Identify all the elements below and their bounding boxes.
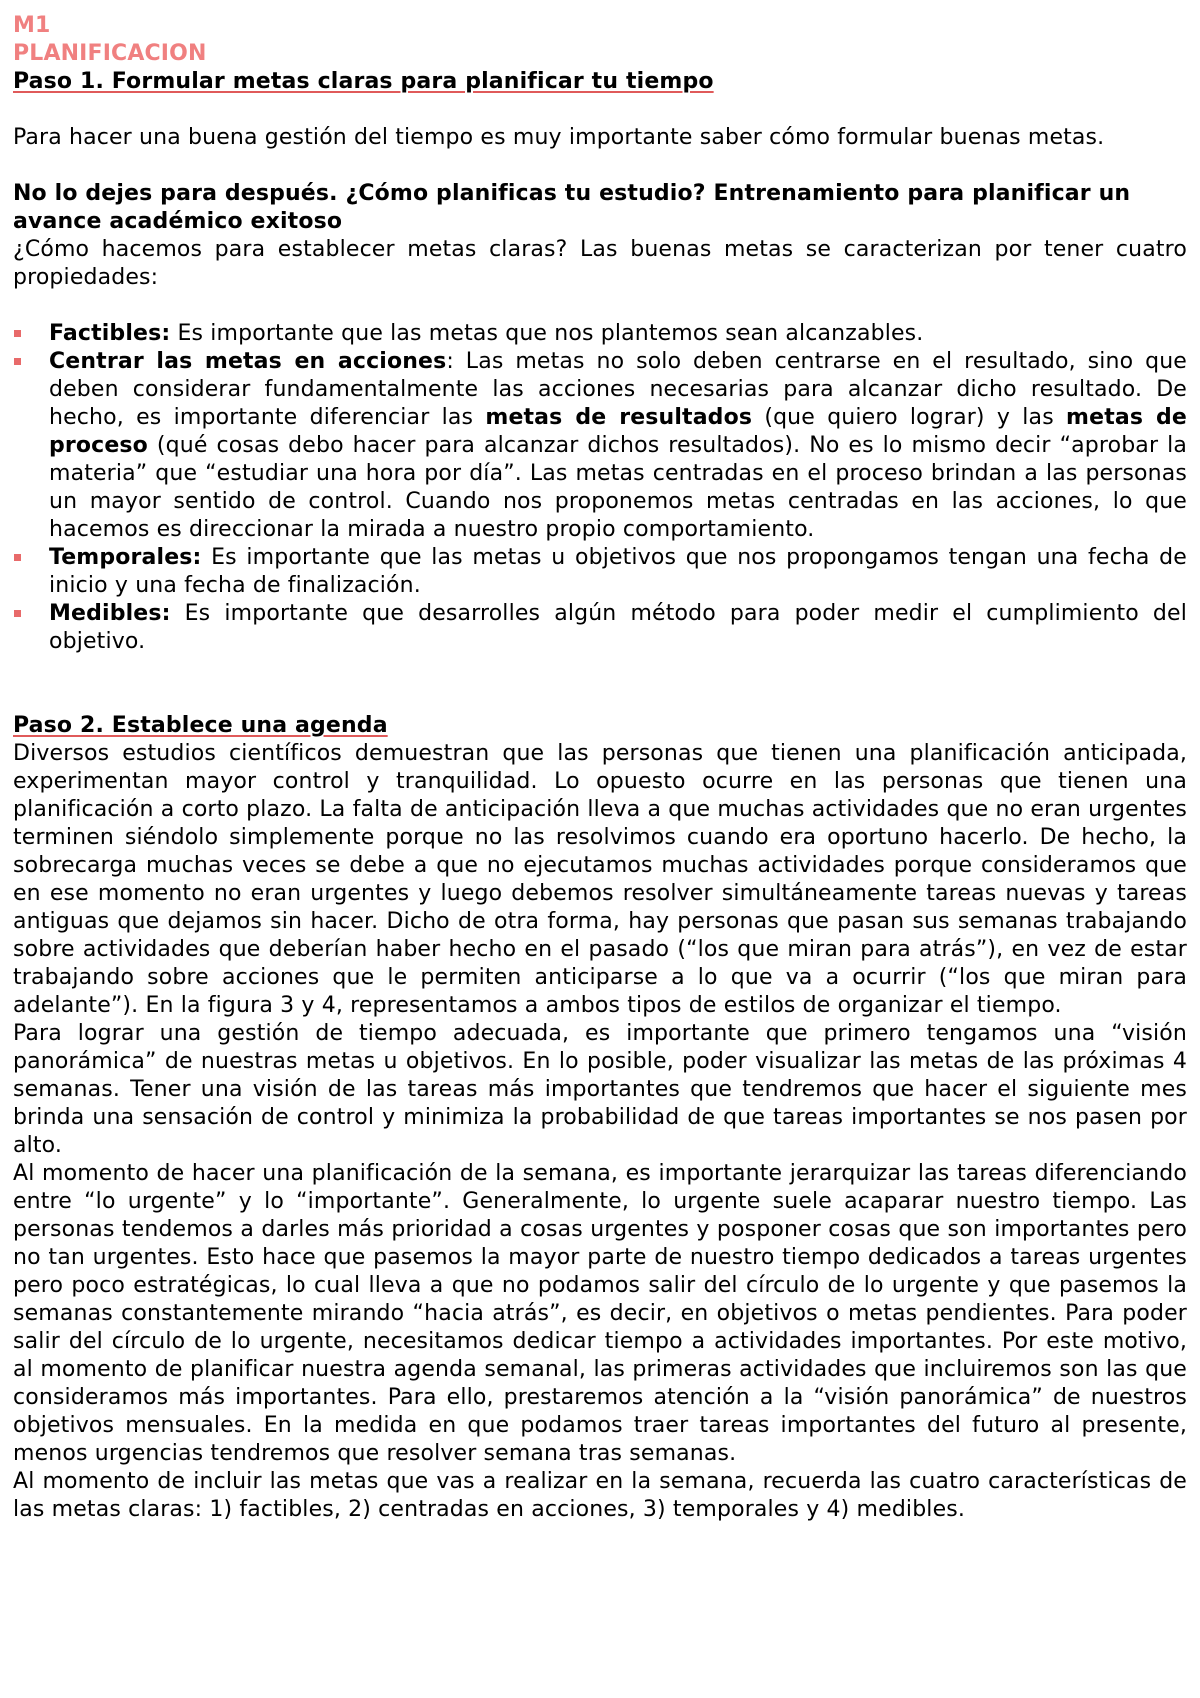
step1-subheading: No lo dejes para después. ¿Cómo planificas tu estudio? Entrenamiento para planificar un avance académico exitoso xyxy=(13,181,1131,234)
step2-paragraph: Diversos estudios científicos demuestran que las personas que tienen una planificación anticipada, experimentan mayor control y tranquilidad. Lo opuesto ocurre en las personas que tienen una planificación a corto plazo. La falta de anticipación lleva a que muchas actividades que no eran urgentes terminen siéndolo simplemente porque no las resolvimos cuando era oportuno hacerlo. De hecho, la sobrecarga muchas veces se debe a que no ejecutamos muchas actividades porque consideramos que en ese momento no eran urgentes y luego debemos resolver simultáneamente tareas nuevas y tareas antiguas que dejamos sin hacer. Dicho de otra forma, hay personas que pasan sus semanas trabajando sobre actividades que deberían haber hecho en el pasado (“los que miran para atrás”), en vez de estar trabajando sobre acciones que le permiten anticiparse a lo que va a ocurrir (“los que miran para adelante”). En la figura 3 y 4, representamos a ambos tipos de estilos de organizar el tiempo. xyxy=(13,741,1187,1018)
spacer xyxy=(13,96,1187,124)
property-term: Temporales: xyxy=(49,545,202,570)
property-text: Es importante que las metas u objetivos que nos propongamos tengan una fecha de inicio y una fecha de finalización. xyxy=(49,545,1187,598)
property-text: : Las metas no solo deben centrarse en el resultado, sino que deben considerar fundamentalmente las acciones necesarias para alcanzar dicho resultado. De hecho, es importante diferenciar las xyxy=(49,349,1187,430)
property-text: (que quiero lograr) y las xyxy=(752,405,1067,430)
step2-paragraph: Al momento de incluir las metas que vas a realizar en la semana, recuerda las cuatro características de las metas claras: 1) factibles, 2) centradas en acciones, 3) temporales y 4) medibles. xyxy=(13,1469,1187,1522)
step1-title: Paso 1. Formular metas claras para planificar tu tiempo xyxy=(13,69,714,94)
bold-term: metas de resultados xyxy=(485,405,753,430)
property-text: Es importante que desarrolles algún método para poder medir el cumplimiento del objetivo. xyxy=(49,601,1187,654)
property-term: Centrar las metas en acciones xyxy=(49,349,447,374)
square-bullet-icon xyxy=(14,358,21,365)
spacer xyxy=(13,656,1187,712)
square-bullet-icon xyxy=(14,554,21,561)
property-text: Es importante que las metas que nos plantemos sean alcanzables. xyxy=(170,321,924,346)
list-item xyxy=(13,600,1187,656)
property-text: (qué cosas debo hacer para alcanzar dichos resultados). No es lo mismo decir “aprobar la materia” que “estudiar una hora por día”. Las metas centradas en el proceso brindan a las personas un mayor sentido de control. Cuando nos proponemos metas centradas en las acciones, lo que hacemos es direccionar la mirada a nuestro propio comportamiento. xyxy=(49,433,1187,542)
property-term: Medibles: xyxy=(49,601,171,626)
spacer xyxy=(13,292,1187,320)
list-item xyxy=(13,544,1187,600)
step2-paragraph: Al momento de hacer una planificación de la semana, es importante jerarquizar las tareas diferenciando entre “lo urgente” y lo “importante”. Generalmente, lo urgente suele acaparar nuestro tiempo. Las personas tendemos a darles más prioridad a cosas urgentes y posponer cosas que son importantes pero no tan urgentes. Esto hace que pasemos la mayor parte de nuestro tiempo dedicados a tareas urgentes pero poco estratégicas, lo cual lleva a que no podamos salir del círculo de lo urgente y que pasemos la semanas constantemente mirando “hacia atrás”, es decir, en objetivos o metas pendientes. Para poder salir del círculo de lo urgente, necesitamos dedicar tiempo a actividades importantes. Por este motivo, al momento de planificar nuestra agenda semanal, las primeras actividades que incluiremos son las que consideramos más importantes. Para ello, prestaremos atención a la “visión panorámica” de nuestros objetivos mensuales. En la medida en que podamos traer tareas importantes del futuro al presente, menos urgencias tendremos que resolver semana tras semanas. xyxy=(13,1161,1187,1466)
step1-intro: Para hacer una buena gestión del tiempo es muy importante saber cómo formular buenas metas. xyxy=(13,125,1105,150)
section-title: PLANIFICACION xyxy=(13,41,207,66)
square-bullet-icon xyxy=(14,610,21,617)
step1-question: ¿Cómo hacemos para establecer metas claras? Las buenas metas se caracterizan por tener cuatro propiedades: xyxy=(13,237,1187,290)
step2-title: Paso 2. Establece una agenda xyxy=(13,713,388,738)
square-bullet-icon xyxy=(14,330,21,337)
property-term: Factibles: xyxy=(49,321,171,346)
module-label: M1 xyxy=(13,13,51,38)
list-item xyxy=(13,348,1187,544)
spacer xyxy=(13,152,1187,180)
step2-paragraph: Para lograr una gestión de tiempo adecuada, es importante que primero tengamos una “visión panorámica” de nuestras metas u objetivos. En lo posible, poder visualizar las metas de las próximas 4 semanas. Tener una visión de las tareas más importantes que tendremos que hacer el siguiente mes brinda una sensación de control y minimiza la probabilidad de que tareas importantes se nos pasen por alto. xyxy=(13,1021,1187,1158)
bold-term: metas de proceso xyxy=(49,405,1187,458)
goal-properties-list xyxy=(13,320,1187,656)
list-item xyxy=(13,320,1187,348)
